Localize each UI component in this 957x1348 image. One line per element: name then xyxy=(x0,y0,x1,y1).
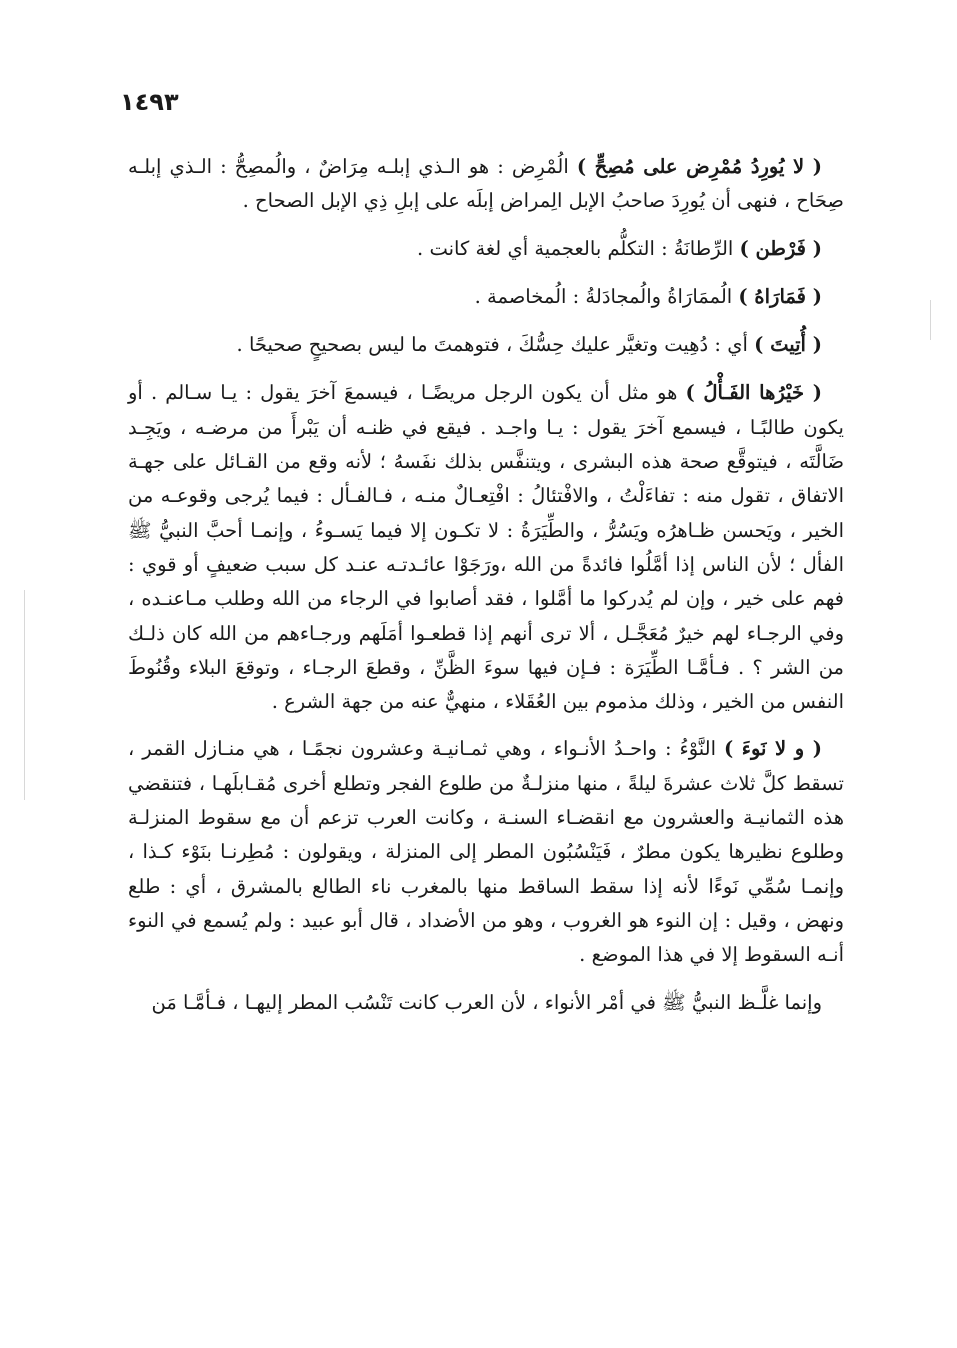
entry-text: وإنما غلَّـظ النبيُّ ﷺ في أمْر الأنواء ، لأن العرب كانت تَنْسُب المطر إليهـا ، فـأمَّـا مَن xyxy=(151,990,822,1014)
entry-paragraph xyxy=(128,150,844,219)
document-body xyxy=(128,150,844,1033)
entry-text: الُمْرِض : هو الـذي إبلـه مِرَاضٌ ، والُمصِحُّ : الـذي إبلـه صِحَاح ، فنهى أن يُورِدَ صاحبُ الإبل الِمراض إبلَه على إبلِ ذِي الإبل الصحاح . xyxy=(128,155,844,213)
entry-text: النَّوْءُ : واحـدُ الأنـواء ، وهي ثمـانيـة وعشرون نجمًـا ، هي منـازل القمر ، تسقط كلَّ ثلاث عشرةَ ليلةً ، منها منزلـةٌ من طلوع الفجر وتطلع أخرى مُقـابلَهـا ، فتنقضي هذه الثمانيـة والعشرون مع انقضـاء السنـة ، وكانت العرب تزعم أن مع سقوط المنزلـة وطلوع نظيرها يكون مطرٌ ، فَيَنْسُبُون المطر إلى المنزلة ، ويقولون : مُطِرنـا بنَوْء كـذا ، وإنمـا سُمِّي نَوءًا لأنه إذا سقط الساقط منها بالمغرب ناء الطالع بالمشرق ، أي : طلع ونهض ، وقيل : إن النوء هو الغروب ، وهو من الأضداد ، قال أبو عبيد : ولم يُسمع في النوء أنـه السقوط إلا في هذا الموضع . xyxy=(128,737,844,967)
entry-text: الُممَارَاةُ والُمجادَلةُ : الُمخاصمة . xyxy=(474,284,739,308)
entry-paragraph xyxy=(128,328,844,362)
scan-artifact-line xyxy=(24,590,25,800)
entry-text: أي : دُهِيت وتغيَّر عليك حِسُّكَ ، فتوهمتَ ما ليس بصحيحٍ صحيحًا . xyxy=(236,333,755,357)
entry-term: ( خَيْرُها الفَـأْلُ ) xyxy=(685,381,822,405)
entry-term: ( فَرْطن ) xyxy=(739,236,822,260)
entry-paragraph xyxy=(128,376,844,719)
entry-text: الرِّطانَةُ : التكلُّم بالعجمية أي لغة كانت . xyxy=(417,236,740,260)
entry-paragraph xyxy=(128,232,844,266)
entry-paragraph xyxy=(128,280,844,314)
entry-term: ( لا يُورِدُ مُمْرِض على مُصِحٍّ ) xyxy=(576,155,822,178)
entry-term: ( فَمَارَاهُ ) xyxy=(738,284,822,308)
entry-text: هو مثل أن يكون الرجل مريضًـا ، فيسمعَ آخرَ يقول : يـا سـالم . أو يكون طالبًـا ، فيسمع آخرَ يقول : يـا واجـد . فيقع في ظنـه أن يَبْرأَ من مرضـه ، ويَجِـد ضَالَّتَه ، فيتوقَّع صحة هذه البشرى ، ويتنفَّس بذلك نفَسهُ ؛ لأنه وقع من القـائل على جهـة الاتفاق ، تقول منه : تفاءَلْتُ ، والافْتئالُ : افْتِعـالٌ منـه ، فـالفـأل : فيما يُرجى وقوعـه من الخير ، ويَحسن ظـاهرُه ويَسُرُّ ، والطِّيَرَةُ : لا تكـون إلا فيما يَسـوءُ ، وإنمـا أحبَّ النبيُّ ﷺ الفأل ؛ لأن الناس إذا أمَّلُوا فائدةً من الله ،ورَجَوْا عائـدتـه عنـد كل سبب ضعيفٍ أو قوي : فهم على خير ، وإن لم يُدركوا ما أمَّلوا ، فقد أصابوا في الرجاء من الله وطلب مـاعنـده ، وفي الرجـاء لهم خيرٌ مُعَجَّـل ، ألا ترى أنهم إذا قطعـوا أمَلَهم ورجـاءهم من الله كان ذلـك من الشر ؟ . فـأمَّـا الطِّيَرَة : فـإن فيها سوءَ الظَّنِّ ، وقطعَ الرجـاء ، وتوقعَ البلاء وقُنُوطَ النفس من الخير ، وذلك مذموم بين العُقَلاء ، منهيٌّ عنه من جهة الشرع . xyxy=(128,381,844,714)
entry-paragraph xyxy=(128,986,844,1020)
entry-term: ( و لا نَوءَ ) xyxy=(724,737,822,761)
entry-term: ( أُتِيتَ ) xyxy=(754,333,822,357)
entry-paragraph xyxy=(128,732,844,972)
page-number: ١٤٩٣ xyxy=(120,88,179,116)
scan-artifact-line xyxy=(930,300,931,340)
